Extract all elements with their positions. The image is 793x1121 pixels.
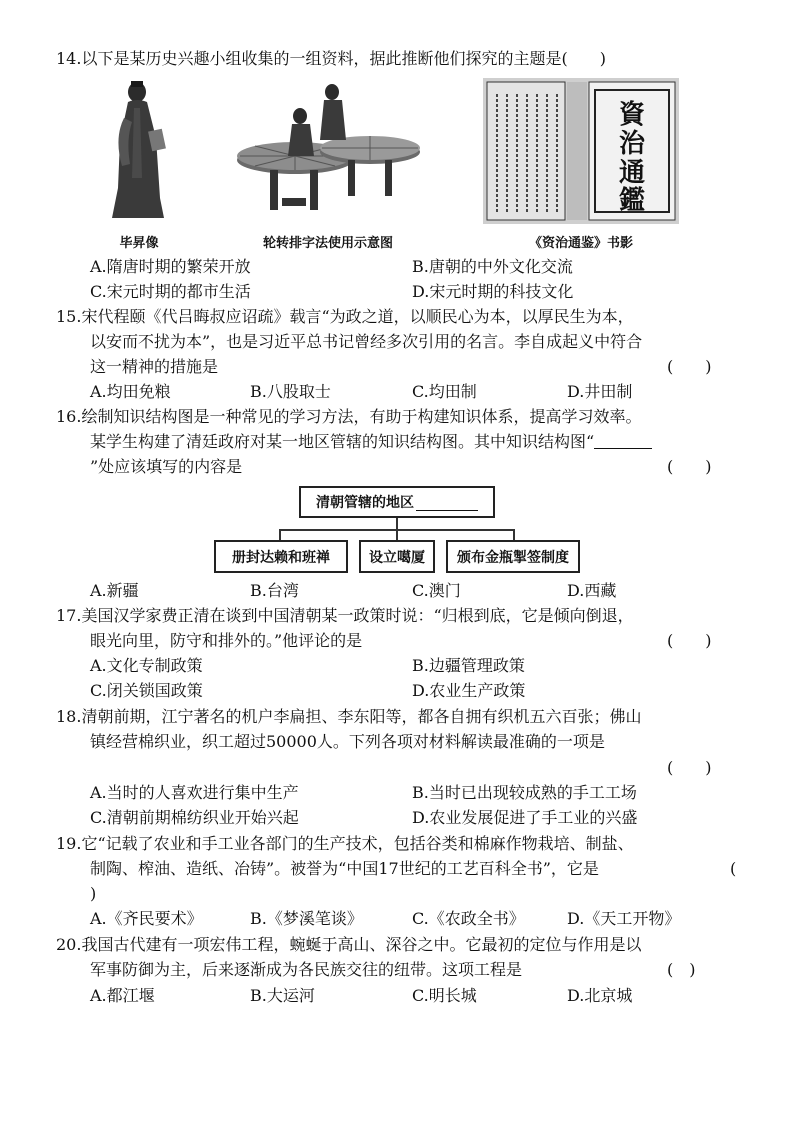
option-a[interactable]: A.当时的人喜欢进行集中生产 bbox=[90, 783, 299, 802]
option-c[interactable]: C.闭关锁国政策 bbox=[90, 681, 203, 700]
diagram-child-box: 册封达赖和班禅 bbox=[214, 540, 348, 573]
option-b[interactable]: B.唐朝的中外文化交流 bbox=[412, 257, 573, 276]
statue-figure-icon bbox=[104, 78, 174, 224]
q16-stem: ”处应该填写的内容是 bbox=[90, 457, 243, 476]
option-d[interactable]: D.《天工开物》 bbox=[567, 909, 681, 928]
option-a[interactable]: A.均田免粮 bbox=[90, 382, 171, 401]
fill-blank bbox=[416, 494, 478, 511]
diagram-top-box: 清朝管辖的地区 bbox=[299, 486, 495, 518]
answer-paren[interactable]: ( ) bbox=[667, 357, 712, 376]
q18-stem: 18.清朝前期，江宁著名的机户李扁担、李东阳等，都各自拥有织机五六百张；佛山 bbox=[56, 707, 642, 726]
option-c[interactable]: C.均田制 bbox=[412, 382, 477, 401]
fill-blank[interactable] bbox=[594, 432, 652, 449]
q15-stem: 15.宋代程颐《代吕晦叔应诏疏》载言“为政之道，以顺民心为本，以厚民生为本， bbox=[56, 307, 634, 326]
option-a[interactable]: A.都江堰 bbox=[90, 986, 155, 1005]
option-c[interactable]: C.宋元时期的都市生活 bbox=[90, 282, 251, 301]
q17-stem: 眼光向里，防守和排外的。”他评论的是 bbox=[90, 631, 363, 650]
q17-stem: 17.美国汉学家费正清在谈到中国清朝某一政策时说：“归根到底，它是倾向倒退， bbox=[56, 606, 634, 625]
option-b[interactable]: B.八股取士 bbox=[250, 382, 331, 401]
option-d[interactable]: D.西藏 bbox=[567, 581, 617, 600]
rotary-type-table-icon bbox=[230, 78, 426, 224]
q16-stem: 某学生构建了清廷政府对某一地区管辖的知识结构图。其中知识结构图“ bbox=[90, 431, 652, 453]
option-a[interactable]: A.《齐民要术》 bbox=[90, 909, 203, 928]
option-a[interactable]: A.新疆 bbox=[90, 581, 139, 600]
diagram-child-box: 设立噶厦 bbox=[359, 540, 435, 573]
option-d[interactable]: D.农业发展促进了手工业的兴盛 bbox=[412, 808, 638, 827]
option-a[interactable]: A.隋唐时期的繁荣开放 bbox=[90, 257, 251, 276]
option-d[interactable]: D.北京城 bbox=[567, 986, 633, 1005]
option-b[interactable]: B.大运河 bbox=[250, 986, 315, 1005]
q20-stem: 军事防御为主，后来逐渐成为各民族交往的纽带。这项工程是 bbox=[90, 960, 523, 979]
q15-stem: 以安而不扰为本”，也是习近平总书记曾经多次引用的名言。李自成起义中符合 bbox=[90, 332, 643, 351]
answer-paren[interactable]: ( ) bbox=[667, 457, 712, 476]
book-title-char: 通 bbox=[618, 158, 646, 188]
image-caption: 毕昇像 bbox=[119, 236, 159, 251]
option-d[interactable]: D.宋元时期的科技文化 bbox=[412, 282, 574, 301]
option-c[interactable]: C.清朝前期棉纺织业开始兴起 bbox=[90, 808, 299, 827]
option-b[interactable]: B.当时已出现较成熟的手工工场 bbox=[412, 783, 637, 802]
option-d[interactable]: D.井田制 bbox=[567, 382, 633, 401]
q14-stem: 14.以下是某历史兴趣小组收集的一组资料，据此推断他们探究的主题是( ) bbox=[56, 49, 606, 68]
answer-paren-open[interactable]: ( bbox=[730, 859, 737, 878]
q15-stem: 这一精神的措施是 bbox=[90, 357, 219, 376]
answer-paren[interactable]: ( ) bbox=[667, 960, 696, 979]
q18-stem: 镇经营棉织业，织工超过50000人。下列各项对材料解读最准确的一项是 bbox=[90, 732, 605, 751]
option-b[interactable]: B.《梦溪笔谈》 bbox=[250, 909, 363, 928]
option-c[interactable]: C.《农政全书》 bbox=[412, 909, 525, 928]
option-a[interactable]: A.文化专制政策 bbox=[90, 656, 203, 675]
answer-paren-close: ) bbox=[90, 884, 97, 903]
q20-stem: 20.我国古代建有一项宏伟工程，蜿蜒于高山、深谷之中。它最初的定位与作用是以 bbox=[56, 935, 642, 954]
answer-paren[interactable]: ( ) bbox=[667, 631, 712, 650]
image-caption: 轮转排字法使用示意图 bbox=[262, 236, 393, 251]
answer-paren[interactable]: ( ) bbox=[667, 758, 712, 777]
book-title-char: 資 bbox=[618, 100, 646, 130]
book-page-icon bbox=[483, 78, 679, 224]
option-c[interactable]: C.澳门 bbox=[412, 581, 461, 600]
option-c[interactable]: C.明长城 bbox=[412, 986, 477, 1005]
option-b[interactable]: B.台湾 bbox=[250, 581, 299, 600]
q16-stem: 16.绘制知识结构图是一种常见的学习方法，有助于构建知识体系，提高学习效率。 bbox=[56, 407, 642, 426]
book-title-char: 治 bbox=[618, 129, 646, 159]
q19-stem: 制陶、榨油、造纸、冶铸”。被誉为“中国17世纪的工艺百科全书”，它是 bbox=[90, 859, 599, 878]
option-d[interactable]: D.农业生产政策 bbox=[412, 681, 526, 700]
diagram-child-box: 颁布金瓶掣签制度 bbox=[446, 540, 580, 573]
book-title-char: 鑑 bbox=[618, 186, 646, 216]
q19-stem: 19.它“记载了农业和手工业各部门的生产技术，包括谷类和棉麻作物栽培、制盐、 bbox=[56, 834, 634, 853]
option-b[interactable]: B.边疆管理政策 bbox=[412, 656, 525, 675]
image-caption: 《资治通鉴》书影 bbox=[528, 236, 633, 251]
